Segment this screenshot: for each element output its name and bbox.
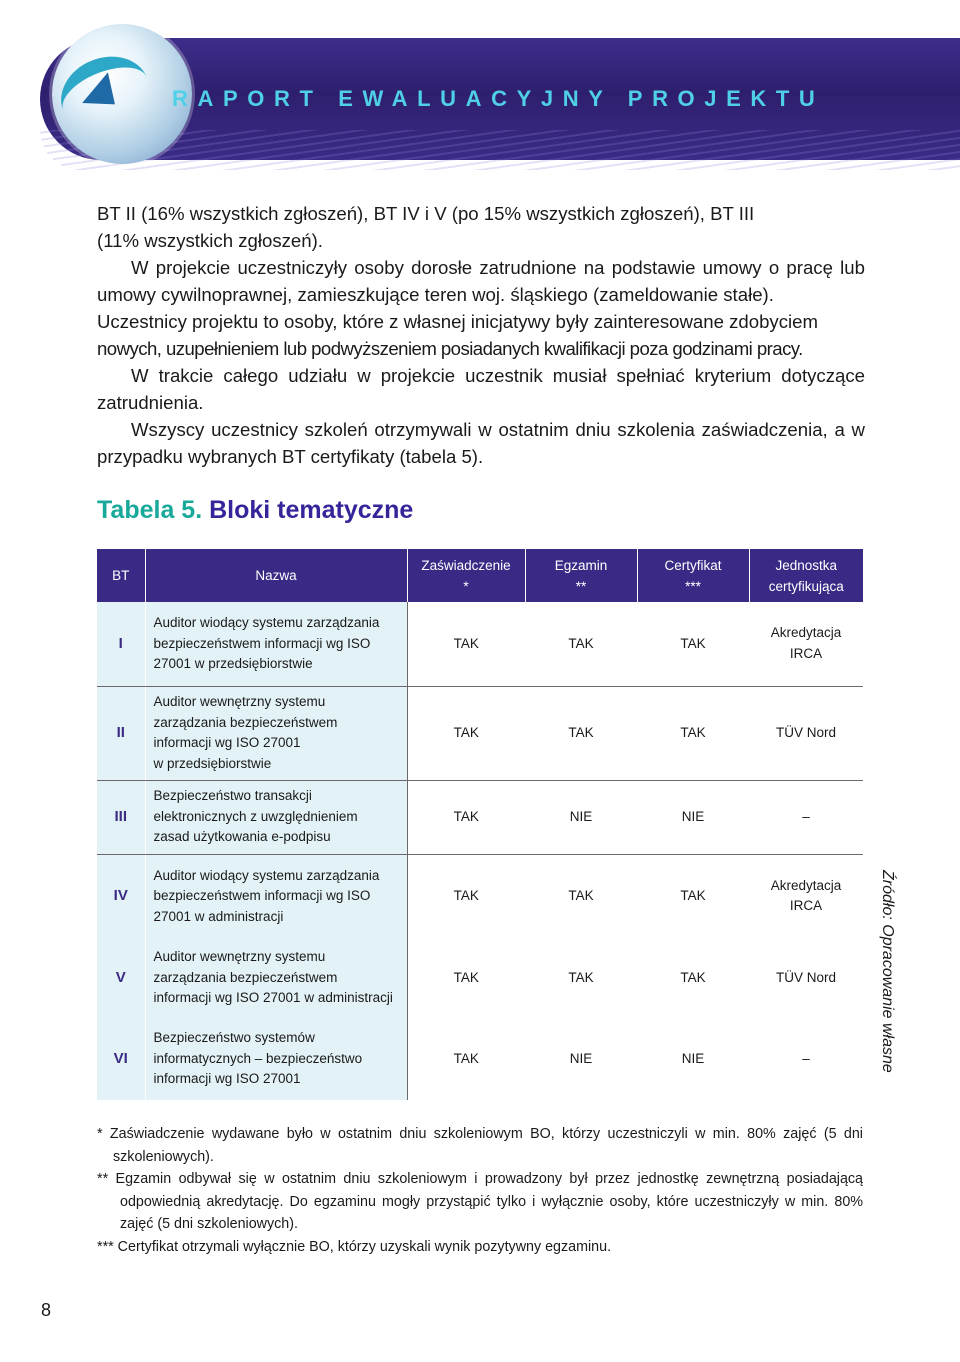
row-name: [145, 602, 407, 686]
row-name: [145, 1018, 407, 1100]
row-name-line: Auditor wewnętrzny systemu: [153, 694, 326, 709]
row-zaswiadczenie: TAK: [453, 888, 479, 903]
header-certyfikat: [637, 549, 749, 602]
row-zaswiadczenie: TAK: [407, 602, 525, 686]
header-certyfikat-label: Certyfikat: [664, 557, 722, 573]
table-title: [97, 496, 413, 525]
row-certyfikat: TAK: [680, 888, 706, 903]
row-name-line: informacji wg ISO 27001 w administracji: [153, 990, 393, 1006]
row-bt: III: [97, 780, 145, 854]
header-nazwa: Nazwa: [145, 549, 407, 602]
table-row: [97, 1018, 863, 1100]
row-unit: [749, 854, 863, 938]
row-name: [145, 938, 407, 1018]
row-unit-line: Akredytacja: [770, 625, 842, 641]
row-certyfikat: TAK: [637, 602, 749, 686]
row-certyfikat: NIE: [637, 780, 749, 854]
table-name: Bloki tematyczne: [209, 496, 414, 524]
row-name-line: informacji wg ISO 27001: [153, 735, 301, 750]
body-text: [97, 200, 865, 470]
footnote-1: * Zaświadczenie wydawane było w ostatnim dniu szkoleniowym BO, którzy uczestniczyli w min. 80% zajęć (5 dni szkoleniowych).: [97, 1126, 863, 1165]
page-number: 8: [41, 1300, 52, 1320]
table-row: [97, 854, 863, 938]
header-zaswiadczenie-label: Zaświadczenie: [421, 557, 511, 573]
table-header-row: [97, 549, 863, 602]
header-certyfikat-mark: ***: [685, 578, 701, 594]
row-unit-line: IRCA: [789, 898, 823, 914]
paragraph-2: W projekcie uczestniczyły osoby dorosłe zatrudnione na podstawie umowy o pracę lub umowy cywilnoprawnej, zamieszkujące teren woj. śląskiego (zameldowanie stałe).: [97, 257, 865, 305]
row-egzamin: NIE: [525, 780, 637, 854]
row-unit-line: IRCA: [789, 645, 823, 661]
row-egzamin: NIE: [569, 1050, 593, 1066]
header-zaswiadczenie-mark: *: [463, 578, 469, 594]
thematic-blocks-table: [97, 549, 863, 1100]
row-egzamin: TAK: [568, 888, 594, 903]
row-bt: IV: [97, 854, 145, 938]
source-note: Źródło: Opracowanie własne: [879, 870, 896, 1073]
table-row: [97, 686, 863, 780]
paragraph-4: W trakcie całego udziału w projekcie uczestnik musiał spełniać kryterium dotyczące zatrudnienia.: [97, 365, 865, 413]
row-name-line: Auditor wiodący systemu zarządzania: [153, 615, 380, 630]
footnote-2: ** Egzamin odbywał się w ostatnim dniu szkoleniowym i prowadzony był przez jednostkę zewnętrzną posiadającą odpowiednią akredytację. Do egzaminu mogły przystąpić tylko i wyłącznie osoby, które uczestniczyły w min. 80% zajęć (5 dni szkoleniowych).: [97, 1171, 863, 1232]
row-name-line: bezpieczeństwem informacji wg ISO: [153, 888, 371, 903]
row-name-line: 27001 w przedsiębiorstwie: [153, 656, 313, 671]
paragraph-1-line-1: BT II (16% wszystkich zgłoszeń), BT IV i V (po 15% wszystkich zgłoszeń), BT III: [97, 203, 755, 224]
row-name-line: bezpieczeństwem informacji wg ISO: [153, 635, 371, 651]
row-name-line: Bezpieczeństwo systemów: [153, 1030, 315, 1046]
row-egzamin: TAK: [568, 969, 594, 985]
row-zaswiadczenie: TAK: [453, 969, 479, 985]
row-zaswiadczenie: TAK: [407, 686, 525, 780]
row-egzamin: TAK: [525, 602, 637, 686]
row-unit: –: [802, 1050, 810, 1066]
paragraph-5: Wszyscy uczestnicy szkoleń otrzymywali w ostatnim dniu szkolenia zaświadczenia, a w przypadku wybranych BT certyfikaty (tabela 5).: [97, 419, 865, 467]
row-unit: –: [749, 780, 863, 854]
header-egzamin: [525, 549, 637, 602]
row-name-line: informatycznych – bezpieczeństwo: [153, 1050, 363, 1066]
header-egzamin-label: Egzamin: [554, 557, 608, 573]
report-title: RAPORT EWALUACYJNY PROJEKTU: [172, 86, 825, 111]
row-certyfikat: NIE: [681, 1050, 705, 1066]
header-egzamin-mark: **: [575, 578, 587, 594]
row-name: [145, 854, 407, 938]
paragraph-1-line-2: (11% wszystkich zgłoszeń).: [97, 230, 323, 251]
row-name: [145, 686, 407, 780]
row-name-line: Auditor wewnętrzny systemu: [153, 949, 326, 965]
header-jednostka-line-1: Jednostka: [775, 557, 838, 573]
row-bt: I: [97, 602, 145, 686]
table-row: [97, 938, 863, 1018]
row-name-line: Auditor wiodący systemu zarządzania: [153, 867, 380, 883]
header-zaswiadczenie: [407, 549, 525, 602]
globe-arrow-logo-icon: [52, 24, 192, 164]
row-bt: V: [97, 938, 145, 1018]
row-name-line: zarządzania bezpieczeństwem: [153, 714, 338, 730]
header-jednostka: [749, 549, 863, 602]
row-bt: VI: [97, 1018, 145, 1100]
table-number: Tabela 5.: [97, 496, 203, 524]
row-name-line: elektronicznych z uwzględnieniem: [153, 808, 358, 824]
row-bt: II: [97, 686, 145, 780]
row-name-line: Bezpieczeństwo transakcji: [153, 788, 312, 804]
table-row: [97, 602, 863, 686]
header-jednostka-line-2: certyfikująca: [768, 578, 844, 594]
row-zaswiadczenie: TAK: [407, 780, 525, 854]
row-unit: TÜV Nord: [775, 969, 836, 985]
footnote-3: *** Certyfikat otrzymali wyłącznie BO, którzy uzyskali wynik pozytywny egzaminu.: [97, 1238, 612, 1255]
header-bt: BT: [97, 549, 145, 602]
page-header: [0, 0, 960, 180]
row-name-line: w przedsiębiorstwie: [153, 755, 272, 771]
row-unit: [749, 602, 863, 686]
row-name-line: informacji wg ISO 27001: [153, 1071, 301, 1087]
row-zaswiadczenie: TAK: [453, 1050, 479, 1066]
row-certyfikat: TAK: [680, 969, 706, 985]
paragraph-3-line-1: Uczestnicy projektu to osoby, które z własnej inicjatywy były zainteresowane zdobyciem: [97, 311, 818, 332]
footnotes: [97, 1123, 863, 1258]
row-name-line: zasad użytkowania e-podpisu: [153, 829, 331, 845]
row-name-line: zarządzania bezpieczeństwem: [153, 969, 338, 985]
row-egzamin: TAK: [525, 686, 637, 780]
row-certyfikat: TAK: [637, 686, 749, 780]
table-row: [97, 780, 863, 854]
paragraph-3-line-2: nowych, uzupełnieniem lub podwyższeniem posiadanych kwalifikacji poza godzinami pracy.: [97, 338, 803, 359]
row-name-line: 27001 w administracji: [153, 908, 284, 924]
row-unit: TÜV Nord: [749, 686, 863, 780]
row-unit-line: Akredytacja: [770, 877, 842, 893]
row-name: [145, 780, 407, 854]
